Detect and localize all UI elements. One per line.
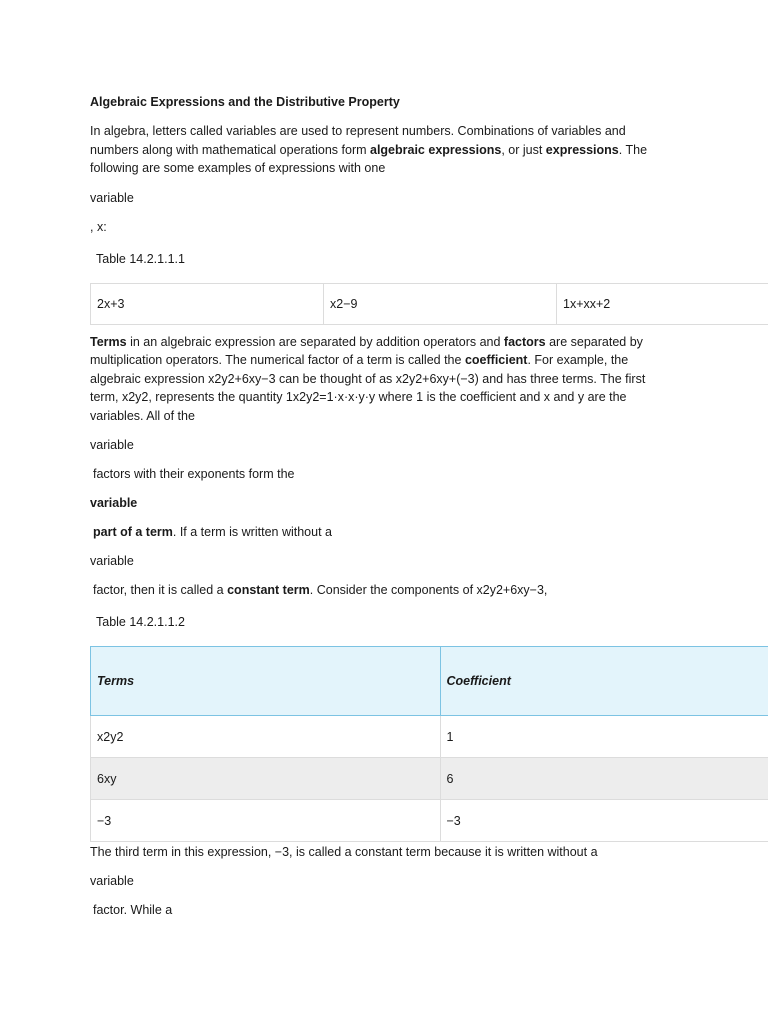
intro-bold-2: expressions bbox=[545, 142, 619, 157]
table-row bbox=[91, 716, 768, 758]
terms-bold-3: coefficient bbox=[464, 353, 528, 367]
variable-line-2: variable bbox=[90, 438, 134, 452]
table-row bbox=[91, 283, 768, 324]
variable-line-1: variable bbox=[90, 190, 134, 205]
terms-text-3: . For example, the algebraic expression x2y2+6xy−3 can be thought of as x2y2+6xy+(−3) and has three terms. The first term, x2y2, represents the quantity 1x2y2=1·x·x·y·y where 1 is the coefficient and x and y are the variables. All of the bbox=[90, 353, 646, 423]
constant-bold: constant term bbox=[227, 583, 310, 597]
table-cell: 1 bbox=[440, 716, 768, 758]
while-line: factor. While a bbox=[93, 903, 173, 917]
part-bold: part of a term bbox=[93, 525, 173, 539]
table-row bbox=[91, 758, 768, 800]
variable-line-3: variable bbox=[90, 554, 134, 568]
table-row bbox=[91, 800, 768, 842]
terms-paragraph bbox=[90, 333, 650, 426]
table-cell: 2x+3 bbox=[91, 283, 324, 324]
table2-caption: Table 14.2.1.1.2 bbox=[96, 615, 185, 629]
intro-paragraph bbox=[90, 122, 650, 178]
terms-bold-2: factors bbox=[503, 334, 546, 349]
table-cell: −3 bbox=[440, 800, 768, 842]
table-header-row bbox=[91, 647, 768, 716]
table-header-coefficient: Coefficient bbox=[440, 647, 768, 716]
constant-text-2: . Consider the components of x2y2+6xy−3, bbox=[309, 583, 548, 597]
intro-bold-1: algebraic expressions bbox=[370, 142, 502, 157]
document-page bbox=[90, 93, 768, 930]
constant-term-line bbox=[90, 581, 768, 599]
x-line: , x: bbox=[90, 219, 107, 234]
table-header-terms: Terms bbox=[91, 647, 441, 716]
intro-text-1: In algebra, letters called variables are used to represent numbers. Combinations of variables and numbers along with mathematical operations form bbox=[90, 124, 626, 157]
part-of-term-line bbox=[90, 523, 768, 541]
part-text: . If a term is written without a bbox=[172, 525, 332, 539]
constant-text-1: factor, then it is called a bbox=[93, 583, 228, 597]
variable-bold: variable bbox=[90, 496, 138, 510]
examples-table bbox=[90, 283, 768, 325]
table-cell: 1x+xx+2 bbox=[557, 283, 768, 324]
terms-bold-1: Terms bbox=[90, 334, 127, 349]
table-cell: x2y2 bbox=[91, 716, 441, 758]
terms-text-1: in an algebraic expression are separated by addition operators and bbox=[126, 334, 504, 349]
variable-bold-line bbox=[90, 494, 768, 512]
page-title: Algebraic Expressions and the Distributive Property bbox=[90, 95, 400, 109]
third-term-line: The third term in this expression, −3, is called a constant term because it is written without a bbox=[90, 845, 598, 859]
table-cell: −3 bbox=[91, 800, 441, 842]
intro-text-3: . The following are some examples of expressions with one bbox=[90, 142, 648, 175]
table-cell: x2−9 bbox=[324, 283, 557, 324]
table-cell: 6xy bbox=[91, 758, 441, 800]
variable-line-4: variable bbox=[90, 874, 134, 888]
factors-line: factors with their exponents form the bbox=[93, 467, 295, 481]
table1-caption: Table 14.2.1.1.1 bbox=[96, 251, 185, 266]
intro-text-2: , or just bbox=[501, 142, 546, 157]
terms-table bbox=[90, 646, 768, 842]
terms-text-2: are separated by multiplication operators. The numerical factor of a term is called the bbox=[90, 334, 643, 367]
table-cell: 6 bbox=[440, 758, 768, 800]
